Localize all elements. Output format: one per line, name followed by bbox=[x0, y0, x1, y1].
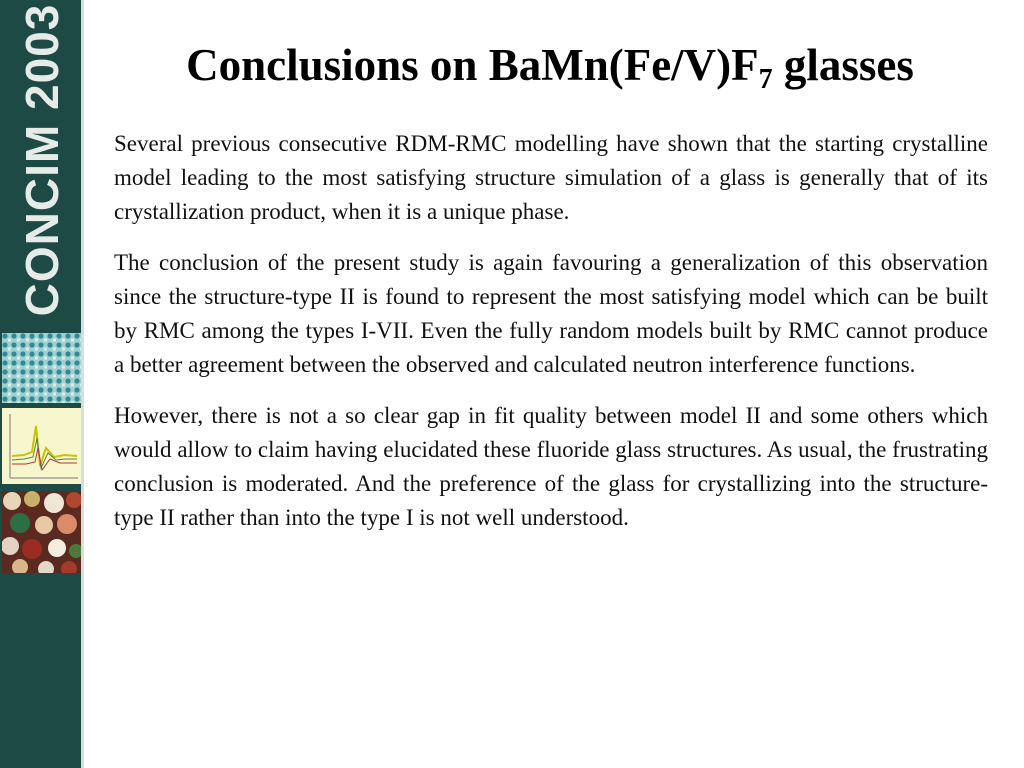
conference-logo bbox=[0, 0, 84, 325]
interference-plot-graphic bbox=[2, 408, 81, 484]
slide-title-tail: glasses bbox=[772, 40, 914, 90]
slide-title-main: Conclusions on BaMn(Fe/V)F bbox=[186, 40, 759, 90]
glass-beads-image bbox=[2, 491, 81, 573]
crystal-structure-image bbox=[2, 333, 81, 403]
glass-beads-graphic bbox=[2, 491, 81, 573]
sidebar bbox=[0, 0, 84, 768]
slide-body bbox=[114, 127, 988, 552]
crystal-structure-graphic bbox=[2, 333, 81, 403]
slide-title bbox=[100, 35, 1000, 95]
paragraph-3: However, there is not a so clear gap in fit quality between model II and some others which would allow to claim having elucidated these fluoride glass structures. As usual, the frustrating conclusion is moderated. And the preference of the glass for crystallizing into the structure-type II rather than into the type I is not well understood. bbox=[114, 403, 988, 530]
paragraph-2: The conclusion of the present study is again favouring a generalization of this observation since the structure-type II is found to represent the most satisfying model which can be built by RMC among the types I-VII. Even the fully random models built by RMC cannot produce a better agreement between the observed and calculated neutron interference functions. bbox=[114, 250, 988, 377]
paragraph-1: Several previous consecutive RDM-RMC modelling have shown that the starting crystalline model leading to the most satisfying structure simulation of a glass is generally that of its crystallization product, when it is a unique phase. bbox=[114, 131, 988, 224]
conference-logo-text: CONCIM 2003 bbox=[16, 3, 68, 317]
interference-plot-image bbox=[2, 408, 81, 484]
slide-title-subscript: 7 bbox=[758, 64, 773, 95]
